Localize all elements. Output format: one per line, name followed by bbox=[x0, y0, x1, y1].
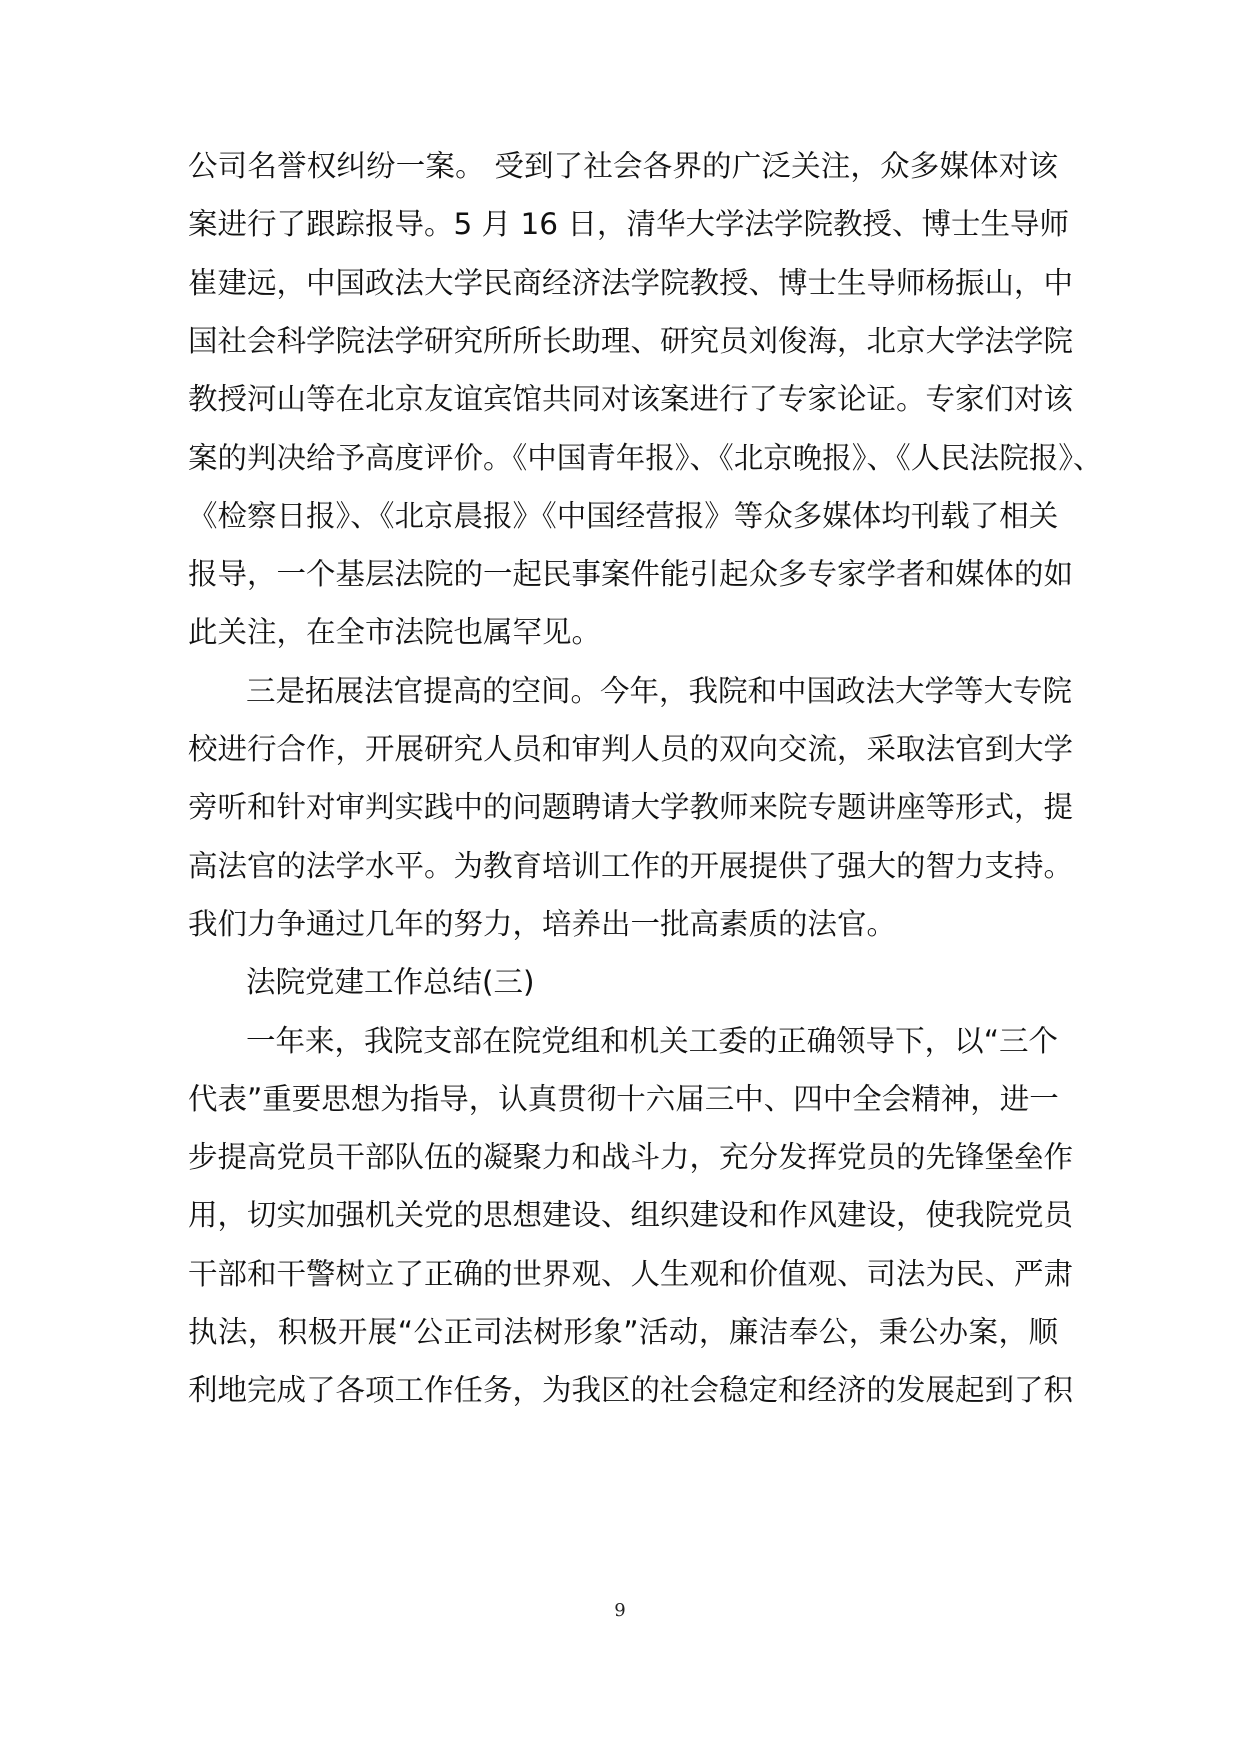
text-line: 步提高党员干部队伍的凝聚力和战斗力，充分发挥党员的先锋堡垒作 bbox=[188, 1140, 1074, 1175]
text-line: 我们力争通过几年的努力，培养出一批高素质的法官。 bbox=[188, 906, 897, 941]
text-line: 利地完成了各项工作任务，为我区的社会稳定和经济的发展起到了积 bbox=[188, 1373, 1074, 1408]
text-line: 《检察日报》、《北京晨报》《中国经营报》等众多媒体均刊载了相关 bbox=[188, 498, 1059, 533]
text-line: 公司名誉权纠纷一案。 受到了社会各界的广泛关注，众多媒体对该 bbox=[188, 149, 1058, 183]
text-line: 干部和干警树立了正确的世界观、人生观和价值观、司法为民、严肃 bbox=[188, 1256, 1074, 1291]
text-line: 崔建远，中国政法大学民商经济法学院教授、博士生导师杨振山，中 bbox=[188, 265, 1074, 300]
text-line: 执法，积极开展“公正司法树形象”活动，廉洁奉公，秉公办案，顺 bbox=[188, 1315, 1058, 1349]
page-number: 9 bbox=[614, 1600, 626, 1621]
text-line: 报导，一个基层法院的一起民事案件能引起众多专家学者和媒体的如 bbox=[188, 557, 1074, 592]
text-line: 案的判决给予高度评价。《中国青年报》、《北京晚报》、《人民法院报》、 bbox=[188, 440, 1103, 475]
text-line: 旁听和针对审判实践中的问题聘请大学教师来院专题讲座等形式，提 bbox=[188, 790, 1074, 825]
text-line: 校进行合作，开展研究人员和审判人员的双向交流，采取法官到大学 bbox=[188, 732, 1074, 766]
text-line: 三是拓展法官提高的空间。今年，我院和中国政法大学等大专院 bbox=[246, 673, 1073, 708]
text-line: 高法官的法学水平。为教育培训工作的开展提供了强大的智力支持。 bbox=[188, 848, 1074, 883]
text-line: 一年来，我院支部在院党组和机关工委的正确领导下，以“三个 bbox=[246, 1023, 1058, 1058]
text-line: 代表”重要思想为指导，认真贯彻十六届三中、四中全会精神，进一 bbox=[188, 1081, 1059, 1116]
text-line: 法院党建工作总结(三) bbox=[246, 965, 535, 1000]
text-line: 教授河山等在北京友谊宾馆共同对该案进行了专家论证。专家们对该 bbox=[188, 382, 1074, 417]
text-line: 国社会科学院法学研究所所长助理、研究员刘俊海，北京大学法学院 bbox=[188, 323, 1074, 358]
text-line: 案进行了跟踪报导。5 月 16 日，清华大学法学院教授、博士生导师 bbox=[188, 207, 1069, 242]
text-line: 此关注，在全市法院也属罕见。 bbox=[188, 615, 602, 650]
text-line: 用，切实加强机关党的思想建设、组织建设和作风建设，使我院党员 bbox=[188, 1198, 1074, 1233]
